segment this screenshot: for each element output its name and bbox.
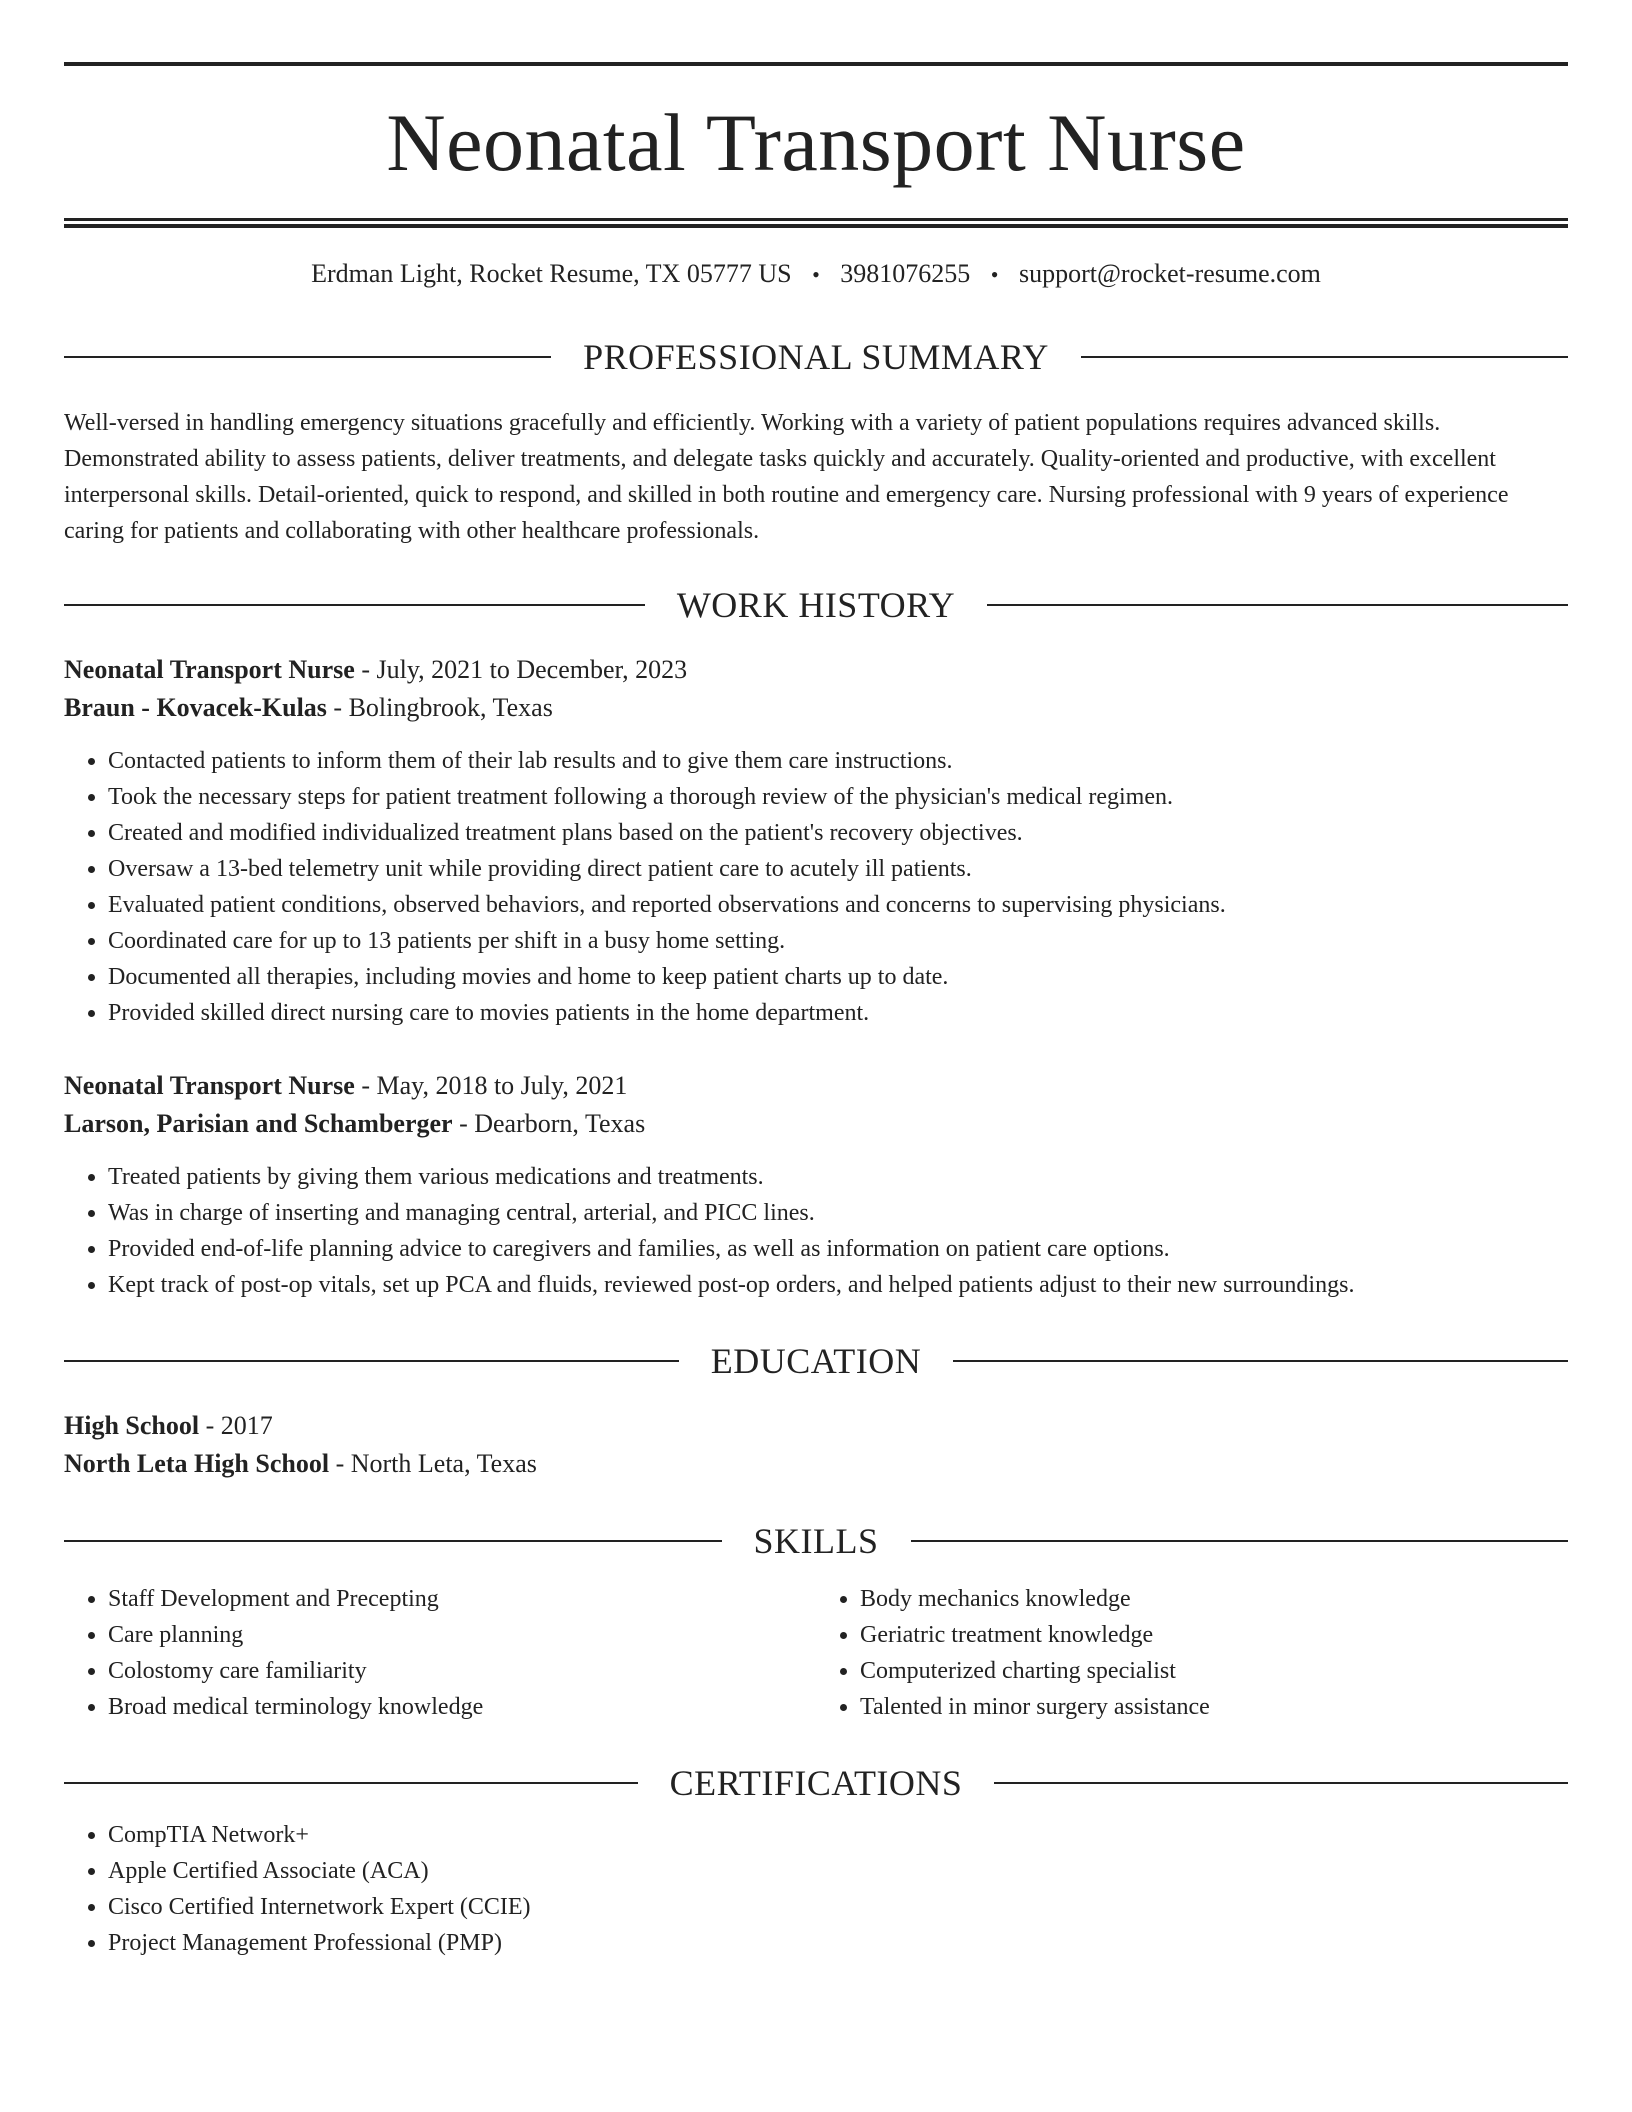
job-company-line <box>64 689 1568 727</box>
list-item: • Project Management Professional (PMP) <box>108 1925 1568 1961</box>
list-item: • Provided skilled direct nursing care to movies patients in the home department. <box>108 995 1568 1031</box>
list-item: • Talented in minor surgery assistance <box>860 1689 1568 1725</box>
section-title-text: PROFESSIONAL SUMMARY <box>583 337 1049 378</box>
job-dates: - July, 2021 to December, 2023 <box>354 655 688 685</box>
contact-email: support@rocket-resume.com <box>1018 259 1321 288</box>
job-company: Larson, Parisian and Schamberger <box>64 1109 453 1139</box>
contact-line <box>64 258 1568 289</box>
job-title-line <box>64 1067 1568 1105</box>
list-item: • Kept track of post-op vitals, set up PCA and fluids, reviewed post-op orders, and helped patients adjust to their new surroundings. <box>108 1267 1568 1303</box>
list-item: • Geriatric treatment knowledge <box>860 1617 1568 1653</box>
section-title-text: WORK HISTORY <box>676 585 956 626</box>
list-item: • Computerized charting specialist <box>860 1653 1568 1689</box>
job-bullets <box>64 1159 1568 1303</box>
education-degree: High School <box>64 1411 200 1441</box>
job-location: - Dearborn, Texas <box>452 1109 646 1139</box>
education-school: North Leta High School <box>64 1449 330 1479</box>
list-item: • Contacted patients to inform them of their lab results and to give them care instructions. <box>108 743 1568 779</box>
list-item: • Evaluated patient conditions, observed behaviors, and reported observations and concerns to supervising physicians. <box>108 887 1568 923</box>
list-item: • Broad medical terminology knowledge <box>108 1689 816 1725</box>
list-item: • CompTIA Network+ <box>108 1817 1568 1853</box>
list-item: • Oversaw a 13-bed telemetry unit while providing direct patient care to acutely ill patients. <box>108 851 1568 887</box>
contact-separator: • <box>990 262 999 287</box>
section-title-text: SKILLS <box>753 1521 879 1562</box>
section-title-certifications <box>64 1763 1568 1804</box>
job-bullets <box>64 743 1568 1031</box>
summary-text: Well-versed in handling emergency situations gracefully and efficiently. Working with a variety of patient populations requires advanced skills. Demonstrated ability to assess patients, deliver treatments, and delegate tasks quickly and accurately. Quality-oriented and productive, with excellent interpersonal skills. Detail-oriented, quick to respond, and skilled in both routine and emergency care. Nursing professional with 9 years of experience caring for patients and collaborating with other healthcare professionals. <box>64 410 1509 545</box>
education-year: - 2017 <box>199 1411 273 1441</box>
education-location: - North Leta, Texas <box>329 1449 537 1479</box>
list-item: • Colostomy care familiarity <box>108 1653 816 1689</box>
double-rule <box>64 218 1568 228</box>
contact-separator: • <box>812 262 820 287</box>
top-rule <box>64 62 1568 66</box>
list-item: • Care planning <box>108 1617 816 1653</box>
list-item: • Treated patients by giving them various medications and treatments. <box>108 1159 1568 1195</box>
section-title-summary <box>64 337 1568 378</box>
list-item: • Took the necessary steps for patient treatment following a thorough review of the physician's medical regimen. <box>108 779 1568 815</box>
job-title-line <box>64 651 1568 689</box>
list-item: • Staff Development and Precepting <box>108 1581 816 1617</box>
education-school-line <box>64 1445 1568 1483</box>
job-dates: - May, 2018 to July, 2021 <box>354 1071 628 1101</box>
job-title: Neonatal Transport Nurse <box>64 655 355 685</box>
section-title-text: CERTIFICATIONS <box>669 1763 963 1804</box>
list-item: • Created and modified individualized treatment plans based on the patient's recovery objectives. <box>108 815 1568 851</box>
contact-address: Erdman Light, Rocket Resume, TX 05777 US <box>311 259 792 288</box>
list-item: • Provided end-of-life planning advice to caregivers and families, as well as information on patient care options. <box>108 1231 1568 1267</box>
skills-grid <box>64 1581 1568 1725</box>
list-item: • Coordinated care for up to 13 patients per shift in a busy home setting. <box>108 923 1568 959</box>
section-title-education <box>64 1341 1568 1382</box>
job-title: Neonatal Transport Nurse <box>64 1071 355 1101</box>
job-entry <box>64 1067 1568 1303</box>
list-item: • Cisco Certified Internetwork Expert (CCIE) <box>108 1889 1568 1925</box>
job-location: - Bolingbrook, Texas <box>326 693 553 723</box>
list-item: • Was in charge of inserting and managing central, arterial, and PICC lines. <box>108 1195 1568 1231</box>
list-item: • Apple Certified Associate (ACA) <box>108 1853 1568 1889</box>
contact-phone: 3981076255 <box>840 259 971 288</box>
job-entry <box>64 651 1568 1031</box>
job-company: Braun - Kovacek-Kulas <box>64 693 327 723</box>
section-title-skills <box>64 1521 1568 1562</box>
education-entry <box>64 1407 1568 1483</box>
list-item: • Body mechanics knowledge <box>860 1581 1568 1617</box>
skills-list-right <box>816 1581 1568 1725</box>
section-title-work <box>64 585 1568 626</box>
certifications-list <box>64 1817 1568 1961</box>
resume-name: Neonatal Transport Nurse <box>386 97 1246 188</box>
education-degree-line <box>64 1407 1568 1445</box>
section-title-text: EDUCATION <box>710 1341 922 1382</box>
list-item: • Documented all therapies, including movies and home to keep patient charts up to date. <box>108 959 1568 995</box>
job-company-line <box>64 1105 1568 1143</box>
skills-list-left <box>64 1581 816 1725</box>
